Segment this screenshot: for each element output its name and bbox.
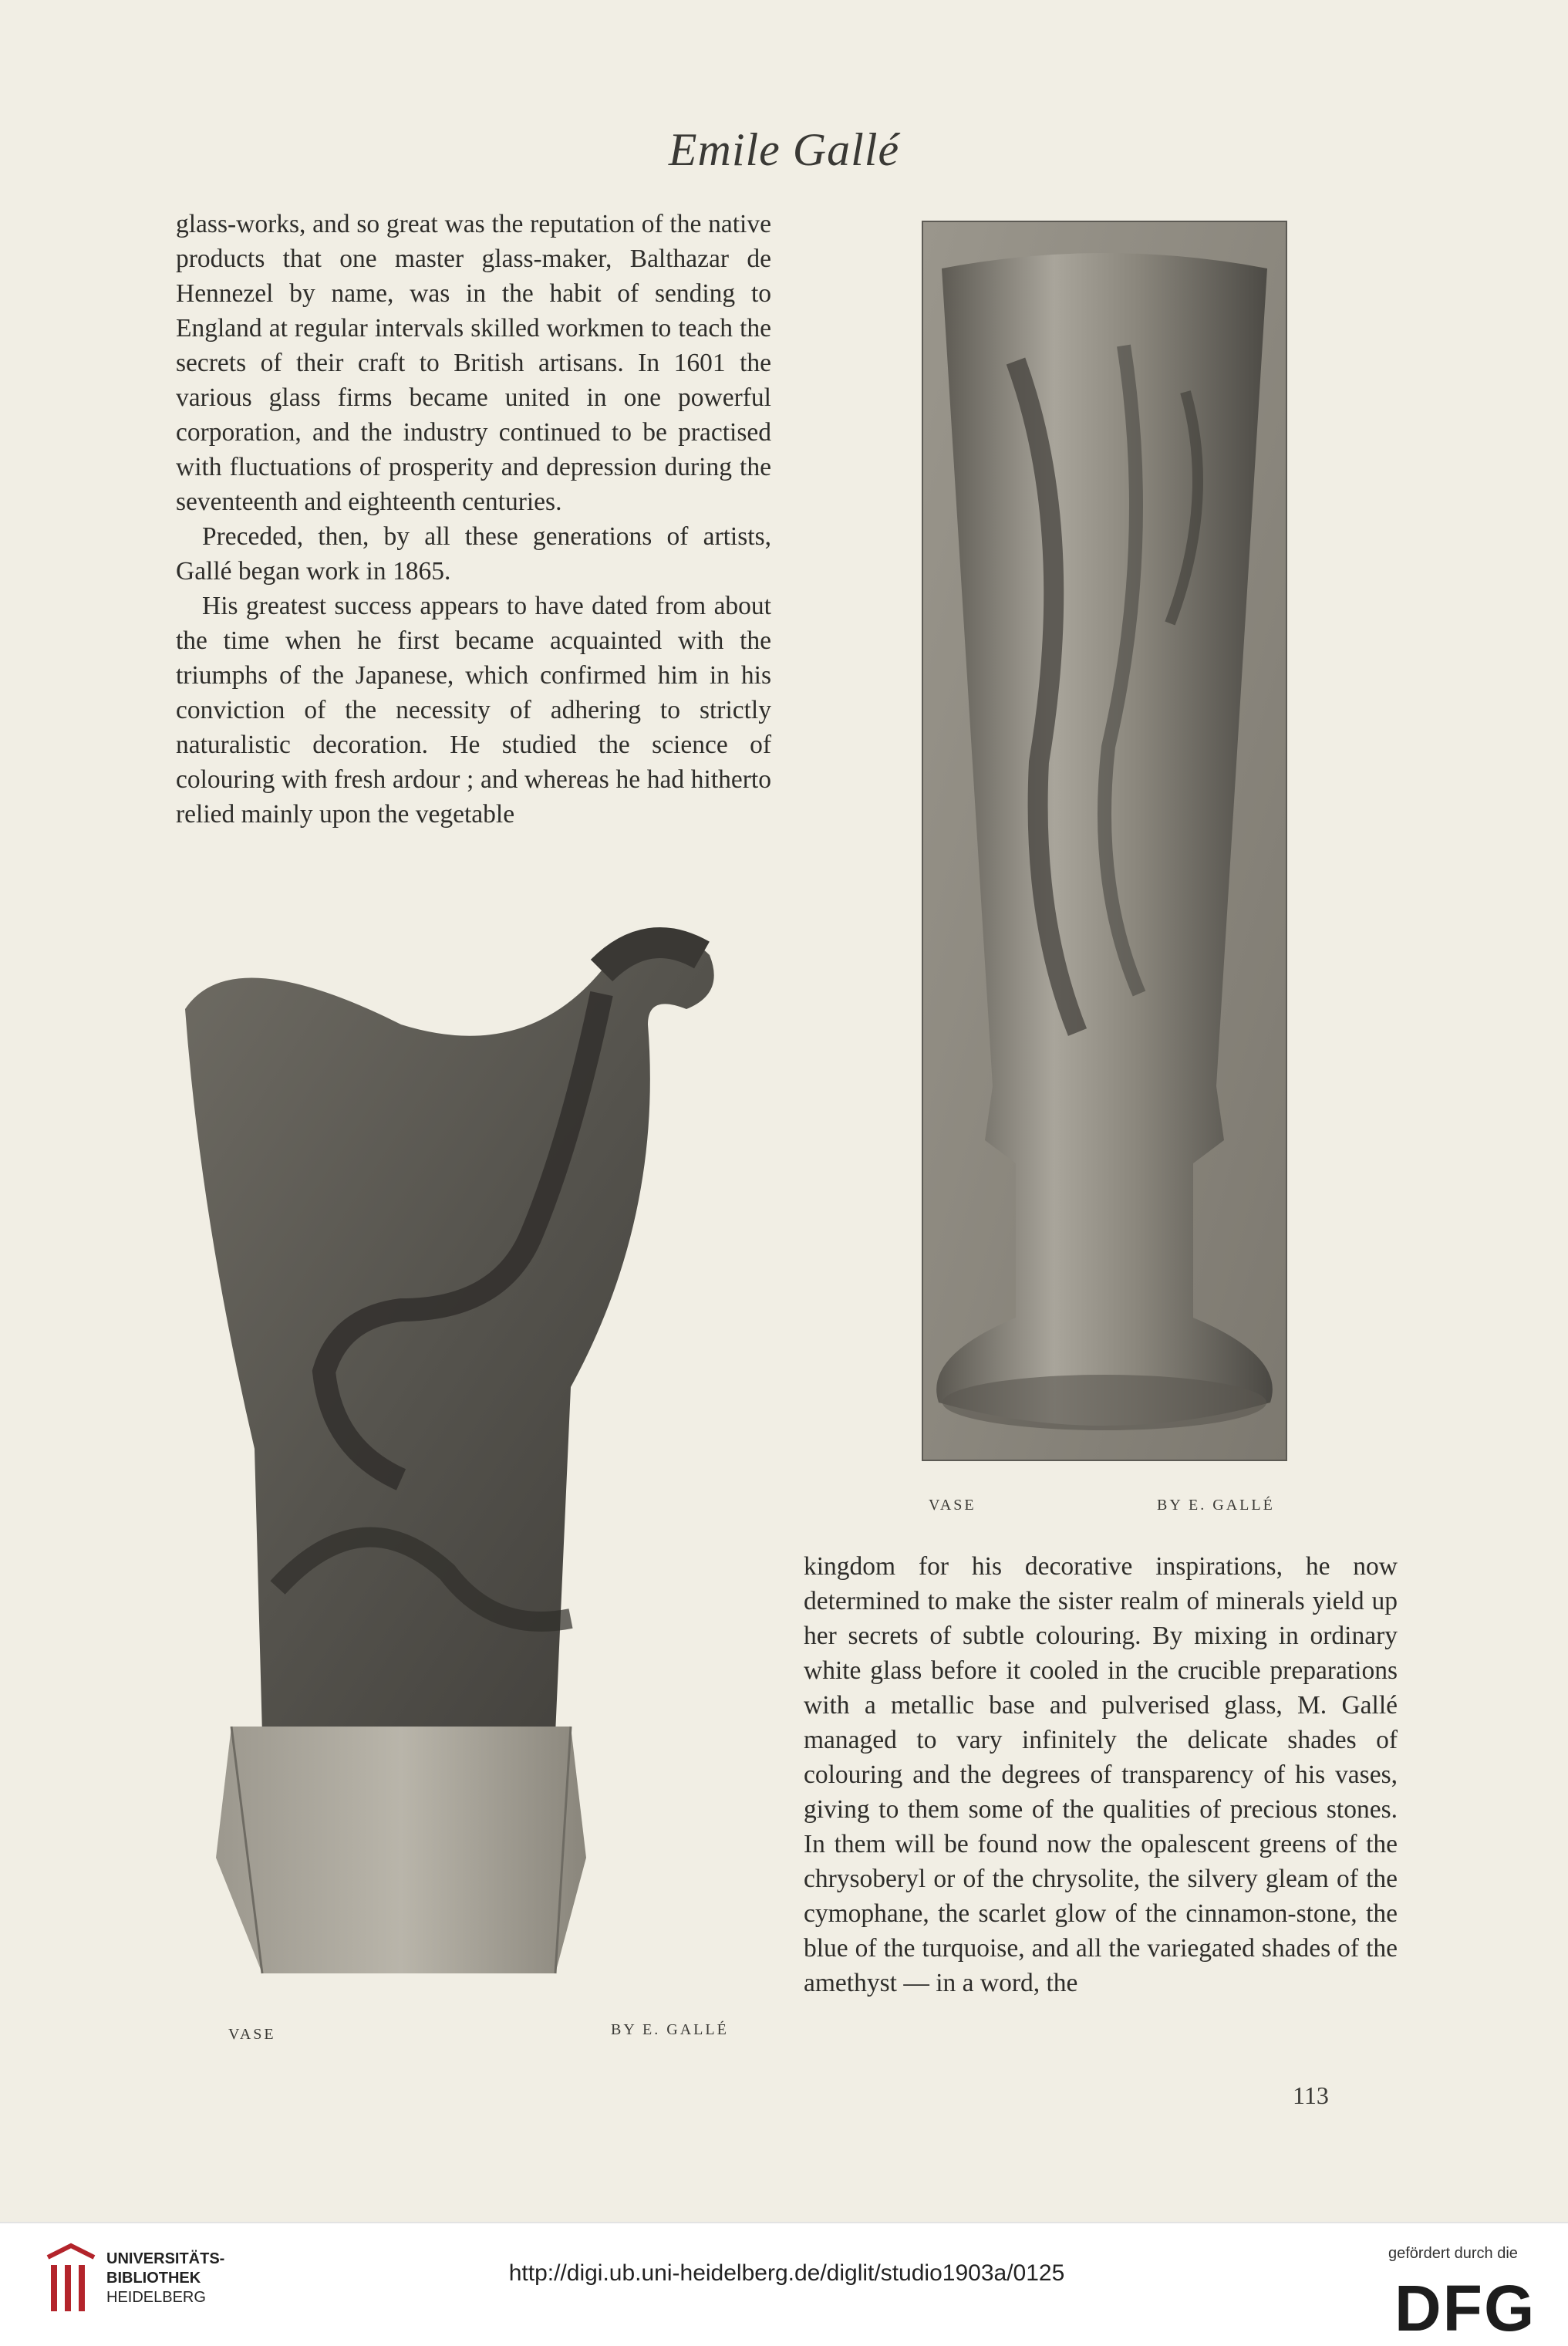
dfg-logo: DFG <box>1394 2272 1536 2344</box>
paragraph: glass-works, and so great was the reputation of the native products that one master glass-maker, Balthazar de Hennezel by name, was in the habit of sending to England at regular intervals skilled workmen to teach the secrets of their craft to British artisans. In 1601 the various glass firms became united in one powerful corporation, and the industry continued to be practised with fluctuations of prosperity and depression during the seventeenth and eighteenth centuries. <box>176 210 771 516</box>
pitcher-vase-illustration <box>170 909 841 2020</box>
library-name-line: BIBLIOTHEK <box>106 2270 201 2287</box>
tall-vase-illustration <box>923 222 1286 1460</box>
pitcher-vase-caption-right: BY E. GALLÉ <box>611 2021 729 2038</box>
pitcher-vase-caption-left: VASE <box>228 2026 276 2043</box>
tall-vase-caption-left: VASE <box>929 1497 976 1514</box>
funding-label: gefördert durch die <box>1388 2245 1518 2262</box>
tall-vase-photo <box>922 221 1287 1461</box>
running-head: Emile Gallé <box>668 124 900 175</box>
library-logo-icon <box>40 2242 97 2319</box>
paragraph: Preceded, then, by all these generations of artists, Gallé began work in 1865. <box>176 522 771 586</box>
library-name-line: HEIDELBERG <box>106 2289 206 2306</box>
library-name <box>106 2250 224 2307</box>
tall-vase-caption-right: BY E. GALLÉ <box>1157 1497 1275 1514</box>
library-name-line: UNIVERSITÄTS- <box>106 2250 225 2267</box>
paragraph: kingdom for his decorative inspirations, he now determined to make the sister realm of minerals yield up her secrets of subtle colouring. By mixing in ordinary white glass before it cooled in the crucible preparations with a metallic base and pulverised glass, M. Gallé managed to vary infinitely the delicate shades of colouring and the degrees of transparency of his vases, giving to them some of the qualities of precious stones. In them will be found now the opalescent greens of the chrysoberyl or of the chrysolite, the silvery gleam of the cymophane, the scarlet glow of the cinnamon-stone, the blue of the turquoise, and all the variegated shades of the amethyst — in a word, the <box>804 1552 1398 1997</box>
paragraph: His greatest success appears to have dated from about the time when he first became acquainted with the triumphs of the Japanese, which confirmed him in his conviction of the necessity of adhering to strictly naturalistic decoration. He studied the science of colouring with fresh ardour ; and whereas he had hitherto relied mainly upon the vegetable <box>176 592 771 829</box>
left-text-column <box>176 207 771 832</box>
right-text-column <box>804 1549 1398 2000</box>
pitcher-vase-photo <box>170 909 841 2020</box>
source-url-link[interactable]: http://digi.ub.uni-heidelberg.de/diglit/studio1903a/0125 <box>508 2260 1065 2286</box>
page-number: 113 <box>1293 2081 1329 2109</box>
